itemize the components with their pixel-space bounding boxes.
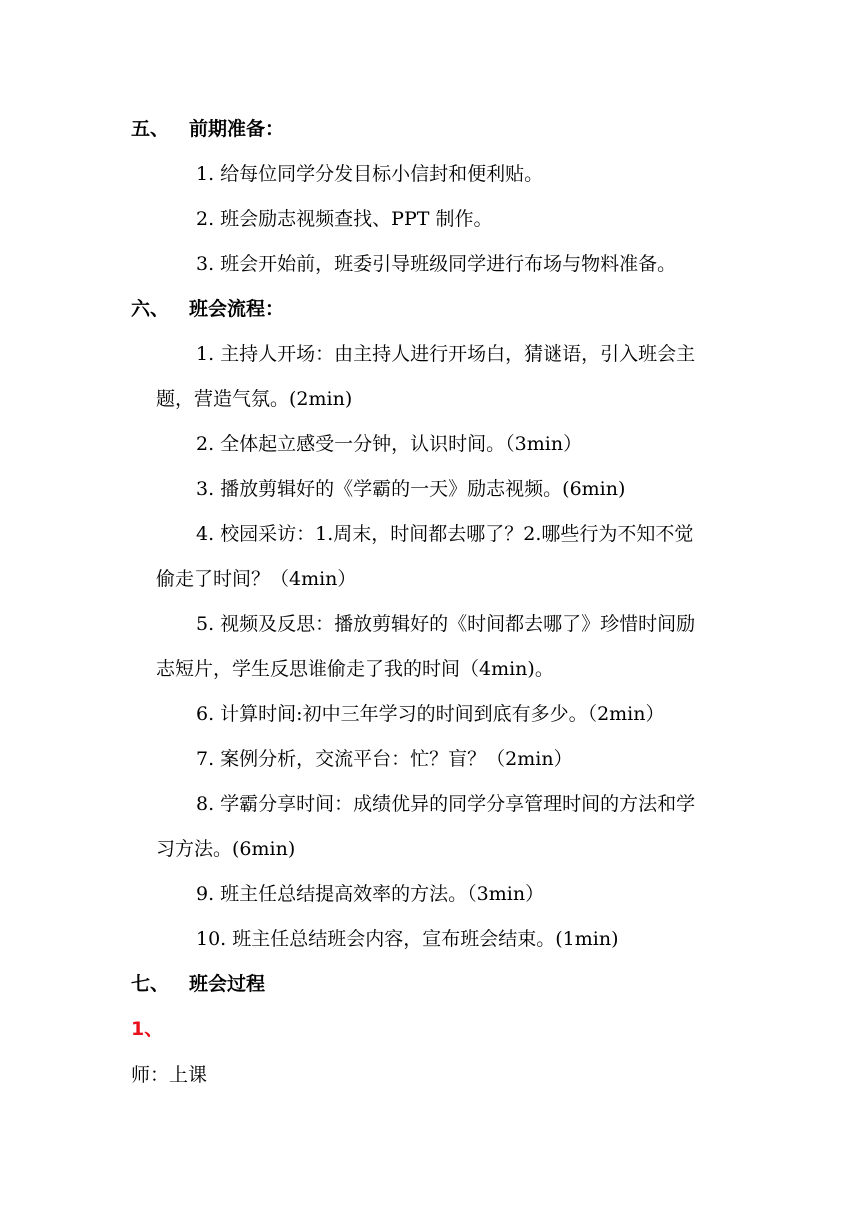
section-number: 五、 xyxy=(131,118,170,140)
list-item: 6. 计算时间:初中三年学习的时间到底有多少。（2min） xyxy=(196,703,665,725)
section-heading-process xyxy=(131,297,284,321)
list-item-continuation: 志短片，学生反思谁偷走了我的时间（4min)。 xyxy=(156,658,554,680)
subsection-number: 1、 xyxy=(131,1018,164,1040)
section-number: 七、 xyxy=(131,973,170,995)
list-item: 1. 主持人开场：由主持人进行开场白，猜谜语，引入班会主 xyxy=(196,343,696,365)
list-item-continuation: 题，营造气氛。(2min) xyxy=(156,388,353,410)
section-number: 六、 xyxy=(131,298,170,320)
list-item-continuation: 偷走了时间？（4min） xyxy=(156,568,357,590)
section-heading-course xyxy=(131,972,265,996)
section-title: 班会流程： xyxy=(189,298,285,320)
section-title: 班会过程 xyxy=(189,973,266,995)
list-item: 8. 学霸分享时间：成绩优异的同学分享管理时间的方法和学 xyxy=(196,793,696,815)
list-item: 7. 案例分析，交流平台：忙？盲？（2min） xyxy=(196,748,573,770)
list-item: 2. 全体起立感受一分钟，认识时间。（3min） xyxy=(196,433,583,455)
list-item: 3. 班会开始前，班委引导班级同学进行布场与物料准备。 xyxy=(196,253,677,275)
list-item: 1. 给每位同学分发目标小信封和便利贴。 xyxy=(196,163,544,185)
dialog-line: 师：上课 xyxy=(131,1064,208,1086)
list-item-continuation: 习方法。(6min) xyxy=(156,838,296,860)
list-item: 5. 视频及反思：播放剪辑好的《时间都去哪了》珍惜时间励 xyxy=(196,613,696,635)
list-item: 2. 班会励志视频查找、PPT 制作。 xyxy=(196,208,493,230)
section-heading-preparation xyxy=(131,117,284,141)
section-title: 前期准备： xyxy=(189,118,285,140)
list-item: 3. 播放剪辑好的《学霸的一天》励志视频。(6min) xyxy=(196,478,626,500)
list-item: 4. 校园采访：1.周末，时间都去哪了？2.哪些行为不知不觉 xyxy=(196,523,694,545)
list-item: 9. 班主任总结提高效率的方法。（3min） xyxy=(196,883,545,905)
list-item: 10. 班主任总结班会内容，宣布班会结束。(1min) xyxy=(196,928,619,950)
